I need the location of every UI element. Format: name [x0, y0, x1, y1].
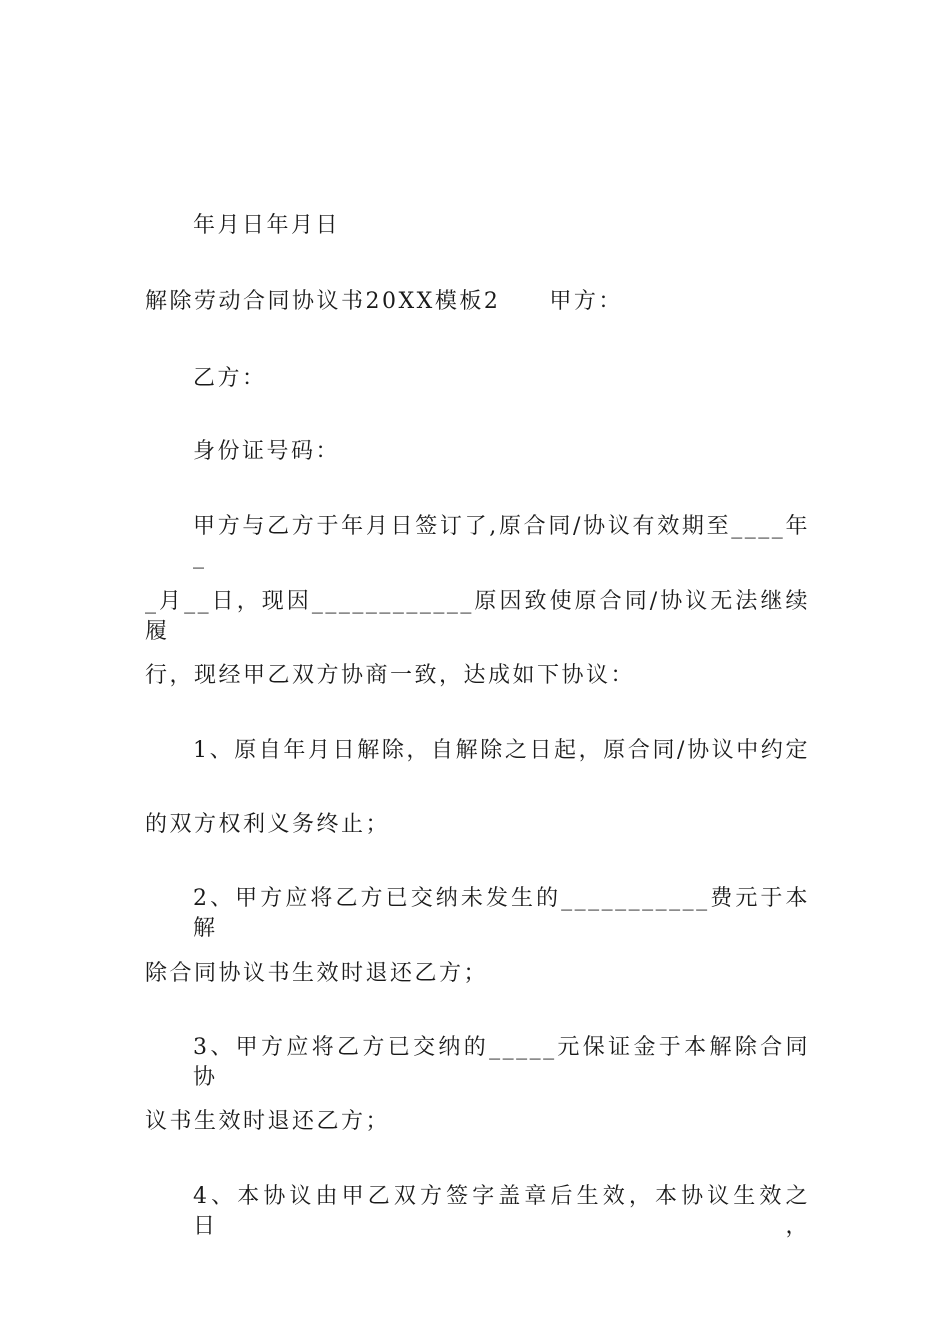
- clause-1-line: 1、原自年月日解除，自解除之日起，原合同/协议中约定: [193, 738, 810, 763]
- clause-3-line: 3、甲方应将乙方已交纳的_____元保证金于本解除合同协: [193, 1035, 810, 1090]
- clause-1-line: 的双方权利义务终止；: [145, 812, 391, 837]
- id-number-line: 身份证号码：: [193, 439, 341, 464]
- agreement-title-line: 解除劳动合同协议书20XX模板2 甲方：: [145, 289, 623, 314]
- clause-2-line: 除合同协议书生效时退还乙方；: [145, 961, 489, 986]
- date-line: 年月日年月日: [193, 213, 341, 238]
- clause-4-line: 4、本协议由甲乙双方签字盖章后生效，本协议生效之日，: [193, 1184, 810, 1239]
- paragraph-line: 行，现经甲乙双方协商一致，达成如下协议：: [145, 663, 636, 688]
- clause-3-line: 议书生效时退还乙方；: [145, 1109, 391, 1134]
- paragraph-line: 甲方与乙方于年月日签订了,原合同/协议有效期至____年_: [193, 514, 810, 569]
- paragraph-line: _月__日，现因____________原因致使原合同/协议无法继续履: [145, 589, 810, 644]
- party-b-line: 乙方：: [193, 366, 267, 391]
- clause-2-line: 2、甲方应将乙方已交纳未发生的___________费元于本解: [193, 886, 810, 941]
